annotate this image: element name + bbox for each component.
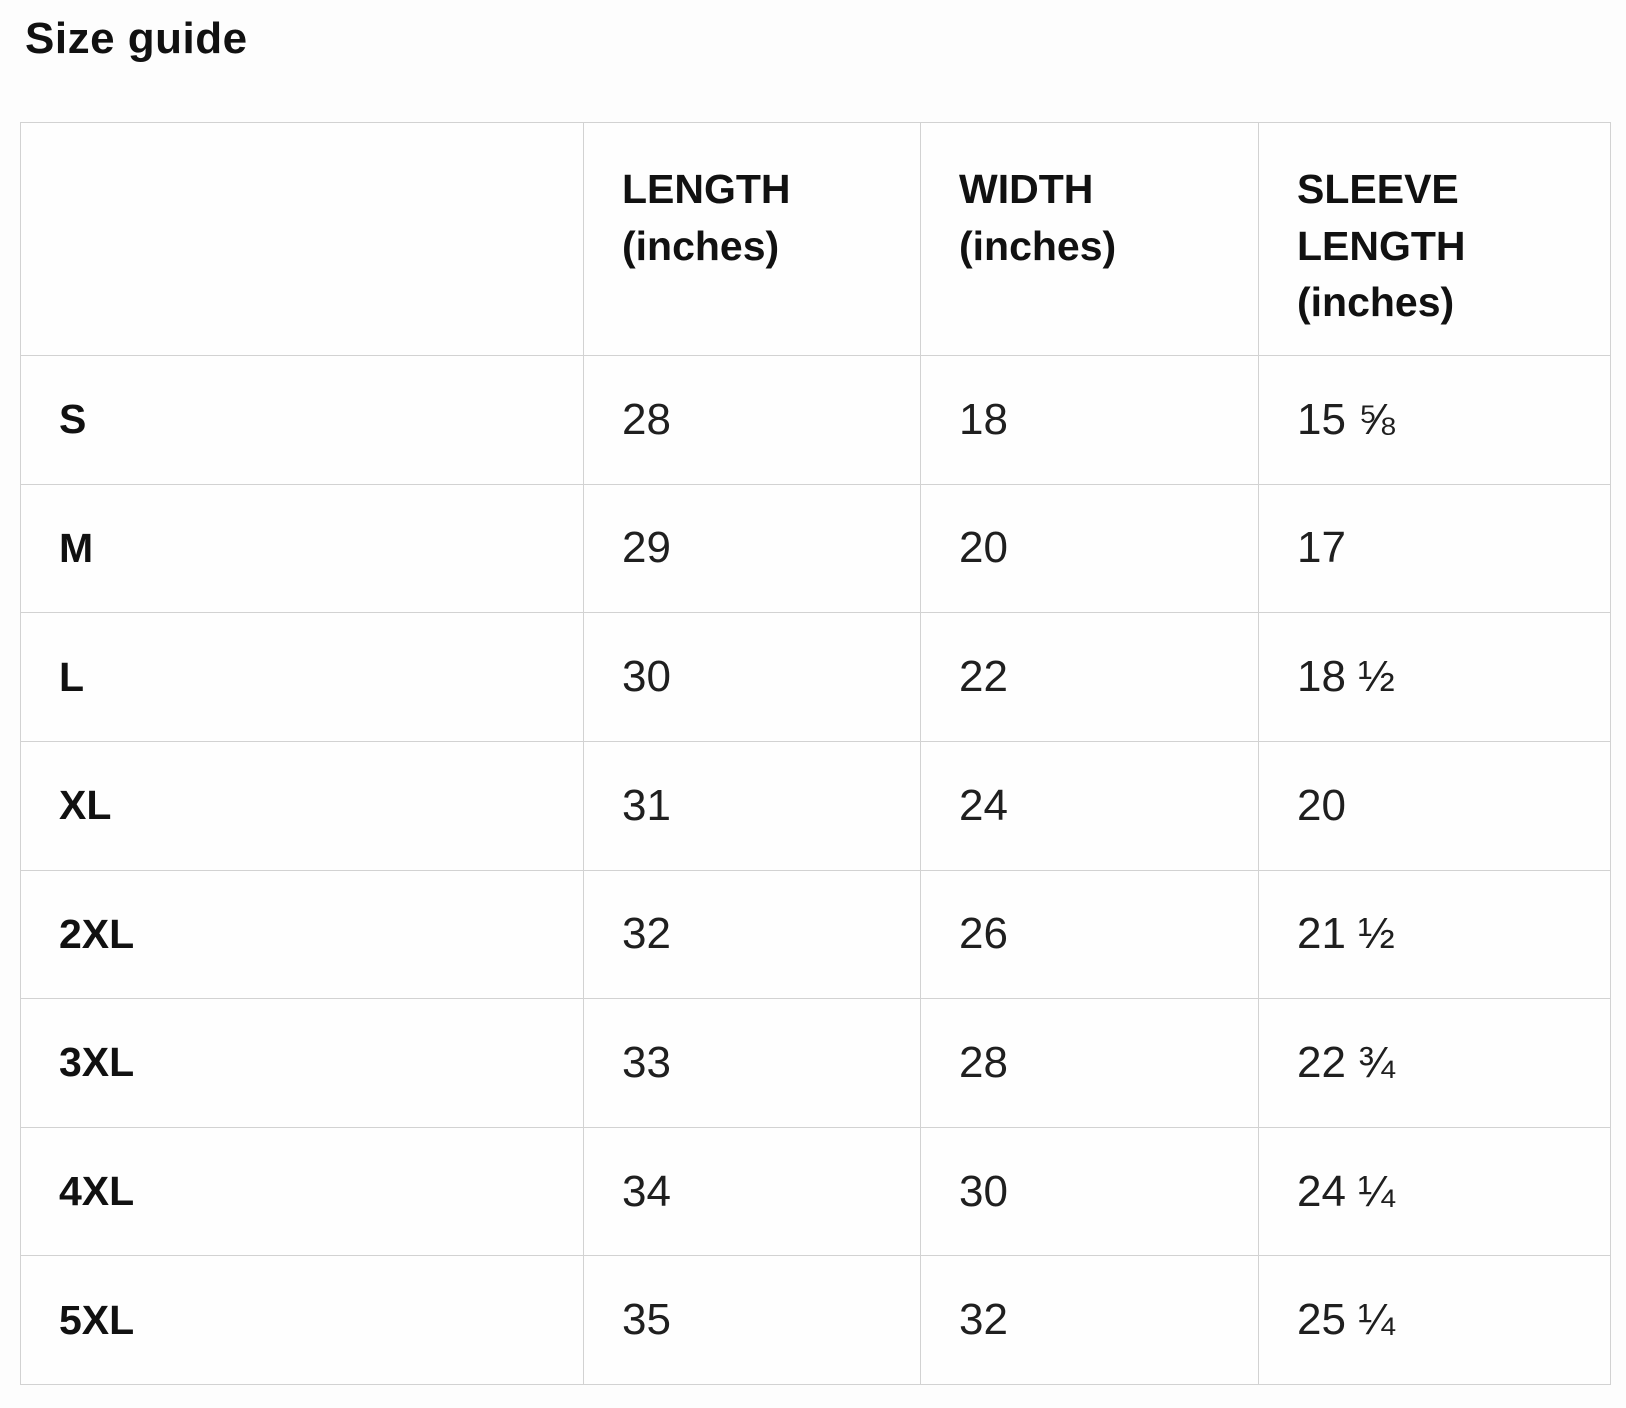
size-cell: S xyxy=(21,356,584,485)
sleeve-cell: 25 ¼ xyxy=(1259,1256,1611,1385)
header-row xyxy=(21,123,1611,356)
size-cell: L xyxy=(21,613,584,742)
width-cell: 22 xyxy=(921,613,1259,742)
width-cell: 18 xyxy=(921,356,1259,485)
table-row xyxy=(21,999,1611,1128)
width-cell: 26 xyxy=(921,870,1259,999)
length-cell: 32 xyxy=(584,870,921,999)
column-header-size xyxy=(21,123,584,356)
length-cell: 30 xyxy=(584,613,921,742)
size-guide-table xyxy=(20,122,1611,1385)
width-cell: 24 xyxy=(921,741,1259,870)
table-row xyxy=(21,1256,1611,1385)
table-row xyxy=(21,613,1611,742)
sleeve-cell: 15 ⅝ xyxy=(1259,356,1611,485)
table-row xyxy=(21,1127,1611,1256)
column-header-width: WIDTH (inches) xyxy=(921,123,1259,356)
table-row xyxy=(21,741,1611,870)
length-cell: 31 xyxy=(584,741,921,870)
size-cell: 4XL xyxy=(21,1127,584,1256)
sleeve-cell: 22 ¾ xyxy=(1259,999,1611,1128)
length-cell: 33 xyxy=(584,999,921,1128)
width-cell: 32 xyxy=(921,1256,1259,1385)
length-cell: 29 xyxy=(584,484,921,613)
column-header-sleeve: SLEEVE LENGTH (inches) xyxy=(1259,123,1611,356)
width-cell: 28 xyxy=(921,999,1259,1128)
width-cell: 20 xyxy=(921,484,1259,613)
sleeve-cell: 18 ½ xyxy=(1259,613,1611,742)
size-cell: XL xyxy=(21,741,584,870)
size-cell: 2XL xyxy=(21,870,584,999)
length-cell: 35 xyxy=(584,1256,921,1385)
page-title: Size guide xyxy=(25,14,248,63)
sleeve-cell: 17 xyxy=(1259,484,1611,613)
length-cell: 34 xyxy=(584,1127,921,1256)
table-row xyxy=(21,356,1611,485)
sleeve-cell: 24 ¼ xyxy=(1259,1127,1611,1256)
length-cell: 28 xyxy=(584,356,921,485)
table-row xyxy=(21,484,1611,613)
sleeve-cell: 20 xyxy=(1259,741,1611,870)
size-cell: 3XL xyxy=(21,999,584,1128)
column-header-length: LENGTH (inches) xyxy=(584,123,921,356)
width-cell: 30 xyxy=(921,1127,1259,1256)
size-cell: M xyxy=(21,484,584,613)
table-row xyxy=(21,870,1611,999)
sleeve-cell: 21 ½ xyxy=(1259,870,1611,999)
size-cell: 5XL xyxy=(21,1256,584,1385)
